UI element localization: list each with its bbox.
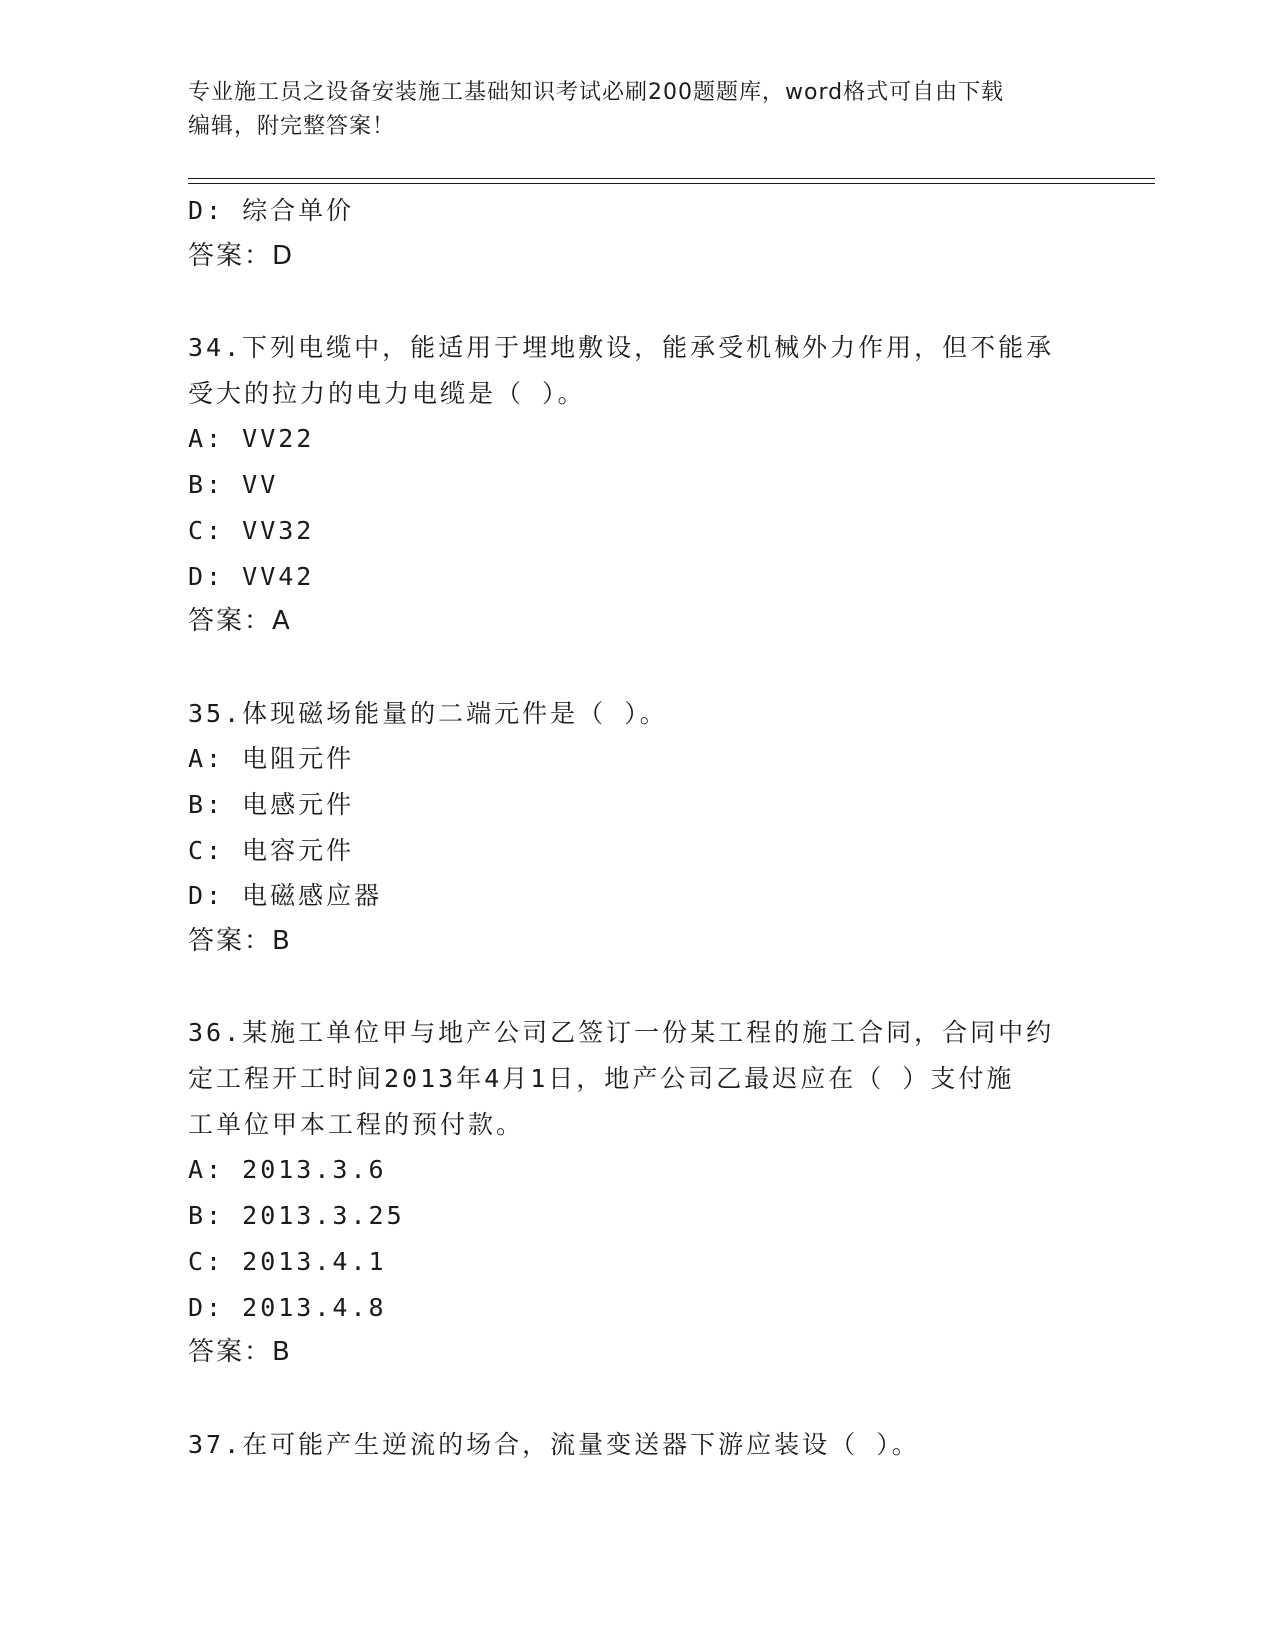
option-d: D: 电磁感应器 (188, 881, 383, 911)
header-line-1: 专业施工员之设备安装施工基础知识考试必刷200题题库，word格式可自由下载 (188, 80, 1005, 105)
question-stem: 工单位甲本工程的预付款。 (188, 1109, 525, 1139)
question-stem: 35.体现磁场能量的二端元件是（ ）。 (188, 698, 668, 728)
option-c: C: 2013.4.1 (188, 1246, 387, 1276)
question-35 (188, 691, 1088, 965)
answer: 答案：B (188, 926, 292, 956)
option-c: C: VV32 (188, 515, 315, 545)
answer: 答案：D (188, 240, 295, 271)
option-d: D: VV42 (188, 561, 315, 591)
question-stem: 定工程开工时间2013年4月1日，地产公司乙最迟应在（ ）支付施 (188, 1064, 1015, 1094)
question-37 (188, 1422, 1088, 1468)
header-line-2: 编辑，附完整答案！ (188, 114, 396, 139)
question-stem: 受大的拉力的电力电缆是（ ）。 (188, 378, 586, 408)
question-list (188, 188, 1088, 1467)
question-stem: 37.在可能产生逆流的场合，流量变送器下游应装设（ ）。 (188, 1429, 920, 1459)
option-a: A: VV22 (188, 424, 315, 454)
option-d: D: 2013.4.8 (188, 1292, 387, 1322)
document-header (188, 76, 1088, 144)
question-36 (188, 1010, 1088, 1376)
option-c: C: 电容元件 (188, 835, 355, 865)
question-33-tail (188, 188, 1088, 279)
option-b: B: 2013.3.25 (188, 1201, 405, 1231)
option-a: A: 2013.3.6 (188, 1155, 387, 1185)
option-b: B: 电感元件 (188, 789, 355, 819)
header-rule-top (188, 178, 1155, 179)
question-stem: 34.下列电缆中，能适用于埋地敷设，能承受机械外力作用，但不能承 (188, 333, 1055, 363)
answer: 答案：B (188, 1337, 292, 1368)
question-stem: 36.某施工单位甲与地产公司乙签订一份某工程的施工合同，合同中约 (188, 1018, 1055, 1048)
option-d: D: 综合单价 (188, 196, 355, 225)
header-rule-bottom (188, 183, 1155, 184)
option-b: B: VV (188, 470, 279, 500)
answer: 答案：A (188, 606, 292, 637)
option-a: A: 电阻元件 (188, 744, 355, 774)
question-34 (188, 325, 1088, 645)
